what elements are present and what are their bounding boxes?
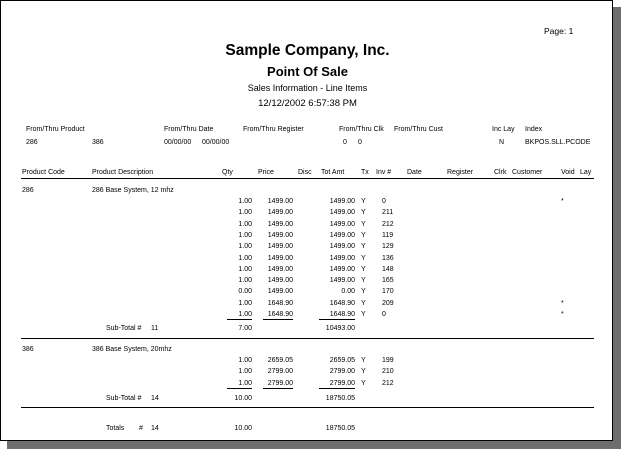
line-total-amount: 1499.00 (329, 198, 355, 205)
subtotal-qty: 7.00 (238, 325, 252, 332)
line-taxable: Y (361, 277, 366, 284)
col-header-lay: Lay (580, 169, 592, 176)
line-qty: 1.00 (238, 368, 252, 375)
line-taxable: Y (361, 221, 366, 228)
totals-qty: 10.00 (234, 425, 252, 432)
filter-label-date: From/Thru Date (164, 126, 214, 133)
line-taxable: Y (361, 380, 366, 387)
line-invoice-number: 212 (382, 221, 394, 228)
line-taxable: Y (361, 311, 366, 318)
line-invoice-number: 209 (382, 300, 394, 307)
line-taxable: Y (361, 232, 366, 239)
line-invoice-number: 199 (382, 357, 394, 364)
totals-hash: # (139, 425, 143, 432)
totals-count: 14 (151, 425, 159, 432)
col-header-inv: Inv # (376, 169, 392, 176)
line-qty: 1.00 (227, 310, 252, 320)
filter-date-thru: 00/00/00 (202, 139, 230, 146)
line-total-amount: 1499.00 (329, 266, 355, 273)
line-taxable: Y (361, 198, 366, 205)
line-taxable: Y (361, 288, 366, 295)
col-header-product-description: Product Description (92, 169, 154, 176)
line-price: 1499.00 (267, 221, 293, 228)
line-price: 2659.05 (267, 357, 293, 364)
line-total-amount: 0.00 (341, 288, 355, 295)
col-header-register: Register (447, 169, 474, 176)
filter-label-inclay: Inc Lay (492, 126, 515, 133)
col-header-qty: Qty (222, 169, 233, 176)
line-price: 2799.00 (267, 368, 293, 375)
filter-label-product: From/Thru Product (26, 126, 85, 133)
filter-clerk-thru: 0 (358, 139, 362, 146)
line-total-amount: 2799.00 (319, 379, 355, 389)
col-header-date: Date (407, 169, 422, 176)
filter-label-clerk: From/Thru Clk (339, 126, 384, 133)
line-total-amount: 1499.00 (329, 277, 355, 284)
line-qty: 1.00 (238, 266, 252, 273)
filter-product-thru: 386 (92, 139, 104, 146)
line-price: 1499.00 (267, 277, 293, 284)
line-qty: 1.00 (238, 232, 252, 239)
line-taxable: Y (361, 209, 366, 216)
line-invoice-number: 210 (382, 368, 394, 375)
line-invoice-number: 165 (382, 277, 394, 284)
line-void-marker: * (561, 198, 564, 205)
subtotal-count: 11 (151, 325, 159, 332)
line-taxable: Y (361, 266, 366, 273)
group-product-code: 286 (22, 187, 34, 194)
group-product-code: 386 (22, 346, 34, 353)
line-total-amount: 1648.90 (319, 310, 355, 320)
line-price: 1499.00 (267, 209, 293, 216)
filter-date-from: 00/00/00 (164, 139, 192, 146)
line-total-amount: 1499.00 (329, 221, 355, 228)
line-price: 1499.00 (267, 255, 293, 262)
line-taxable: Y (361, 368, 366, 375)
page-number: Page: 1 (544, 26, 574, 36)
group-product-description: 286 Base System, 12 mhz (92, 187, 174, 194)
line-price: 1648.90 (263, 310, 293, 320)
subtotal-amount: 18750.05 (325, 395, 355, 402)
filter-product-from: 286 (26, 139, 38, 146)
col-header-tot-amt: Tot Amt (321, 169, 345, 176)
line-total-amount: 1499.00 (329, 209, 355, 216)
line-qty: 1.00 (238, 243, 252, 250)
company-name: Sample Company, Inc. (225, 42, 390, 59)
line-price: 1648.90 (267, 300, 293, 307)
line-taxable: Y (361, 255, 366, 262)
line-qty: 1.00 (238, 255, 252, 262)
filter-label-index: Index (525, 126, 543, 133)
line-invoice-number: 0 (382, 311, 386, 318)
page-shadow (7, 441, 621, 449)
line-invoice-number: 136 (382, 255, 394, 262)
subtotal-label: Sub-Total # (106, 395, 142, 402)
col-header-price: Price (258, 169, 274, 176)
line-price: 1499.00 (267, 288, 293, 295)
subtotal-qty: 10.00 (234, 395, 252, 402)
line-price: 1499.00 (267, 266, 293, 273)
line-qty: 0.00 (238, 288, 252, 295)
line-invoice-number: 170 (382, 288, 394, 295)
group-divider (21, 338, 594, 339)
line-price: 1499.00 (267, 232, 293, 239)
line-qty: 1.00 (238, 300, 252, 307)
line-price: 1499.00 (267, 243, 293, 250)
line-total-amount: 1499.00 (329, 255, 355, 262)
filter-inclay-value: N (499, 139, 505, 146)
line-invoice-number: 119 (382, 232, 394, 239)
report-title: Point Of Sale (267, 64, 348, 79)
group-product-description: 386 Base System, 20mhz (92, 346, 172, 353)
totals-amount: 18750.05 (325, 425, 355, 432)
line-qty: 1.00 (238, 277, 252, 284)
line-invoice-number: 148 (382, 266, 394, 273)
subtotal-label: Sub-Total # (106, 325, 142, 332)
filter-clerk-from: 0 (343, 139, 347, 146)
line-void-marker: * (561, 300, 564, 307)
line-invoice-number: 212 (382, 380, 394, 387)
line-qty: 1.00 (238, 221, 252, 228)
totals-label: Totals (106, 425, 125, 432)
col-header-product-code: Product Code (22, 169, 65, 176)
line-price: 2799.00 (263, 379, 293, 389)
line-total-amount: 1499.00 (329, 232, 355, 239)
filter-label-register: From/Thru Register (243, 126, 304, 133)
col-header-tx: Tx (361, 169, 369, 176)
group-divider (21, 407, 594, 408)
line-taxable: Y (361, 357, 366, 364)
line-total-amount: 2659.05 (329, 357, 355, 364)
line-qty: 1.00 (238, 209, 252, 216)
col-header-clrk: Clrk (494, 169, 507, 176)
col-header-customer: Customer (512, 169, 543, 176)
line-qty: 1.00 (227, 379, 252, 389)
line-invoice-number: 211 (382, 209, 394, 216)
col-header-disc: Disc (298, 169, 312, 176)
line-total-amount: 2799.00 (329, 368, 355, 375)
filter-index-value: BKPOS.SLL.PCODE (525, 139, 591, 146)
subtotal-count: 14 (151, 395, 159, 402)
line-taxable: Y (361, 243, 366, 250)
report-subtitle: Sales Information - Line Items (247, 83, 368, 93)
line-price: 1499.00 (267, 198, 293, 205)
line-invoice-number: 0 (382, 198, 386, 205)
line-void-marker: * (561, 311, 564, 318)
col-header-void: Void (561, 169, 575, 176)
filter-label-customer: From/Thru Cust (394, 126, 444, 133)
line-total-amount: 1648.90 (329, 300, 355, 307)
line-taxable: Y (361, 300, 366, 307)
line-qty: 1.00 (238, 198, 252, 205)
subtotal-amount: 10493.00 (325, 325, 355, 332)
page-shadow (613, 7, 621, 446)
line-total-amount: 1499.00 (329, 243, 355, 250)
line-qty: 1.00 (238, 357, 252, 364)
line-invoice-number: 129 (382, 243, 394, 250)
report-datetime: 12/12/2002 6:57:38 PM (258, 98, 357, 109)
header-rule (21, 178, 594, 179)
